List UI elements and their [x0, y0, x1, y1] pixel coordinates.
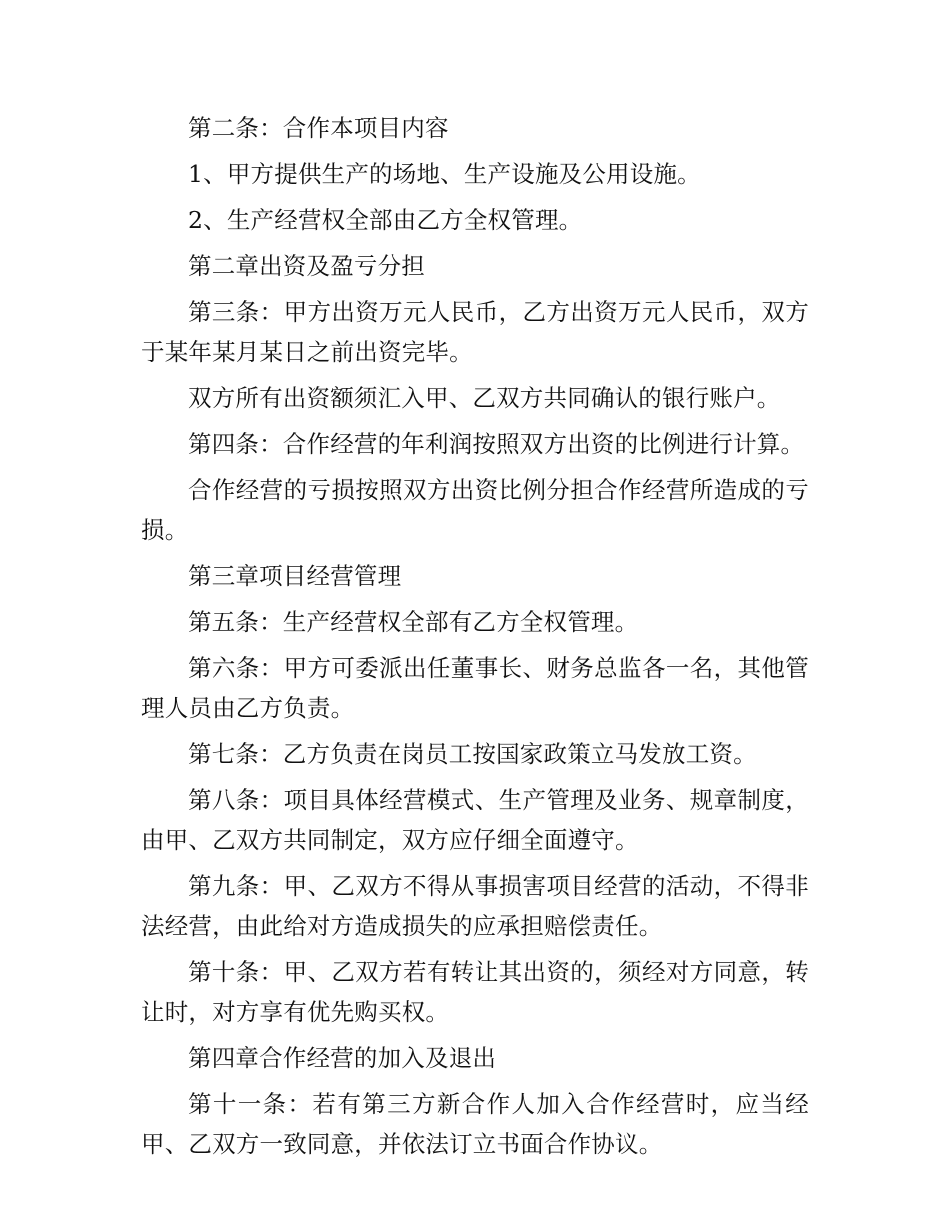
- bank-account-clause: 双方所有出资额须汇入甲、乙双方共同确认的银行账户。: [188, 384, 781, 412]
- document-body: [141, 108, 809, 1170]
- loss-sharing-clause: 合作经营的亏损按照双方出资比例分担合作经营所造成的亏损。: [141, 476, 809, 544]
- article-3: 第三条：甲方出资万元人民币，乙方出资万元人民币，双方于某年某月某日之前出资完毕。: [141, 298, 809, 366]
- article-11: 第十一条：若有第三方新合作人加入合作经营时，应当经甲、乙双方一致同意，并依法订立书面合作协议。: [141, 1090, 809, 1158]
- article-7: 第七条：乙方负责在岗员工按国家政策立马发放工资。: [188, 740, 757, 768]
- article-5: 第五条：生产经营权全部有乙方全权管理。: [188, 608, 639, 636]
- article-6: 第六条：甲方可委派出任董事长、财务总监各一名，其他管理人员由乙方负责。: [141, 654, 809, 722]
- article-10: 第十条：甲、乙双方若有转让其出资的，须经对方同意，转让时，对方享有优先购买权。: [141, 958, 809, 1026]
- chapter-3-heading: 第三章项目经营管理: [188, 562, 402, 590]
- article-2-heading: 第二条：合作本项目内容: [188, 114, 449, 142]
- article-9: 第九条：甲、乙双方不得从事损害项目经营的活动，不得非法经营，由此给对方造成损失的应承担赔偿责任。: [141, 872, 809, 940]
- chapter-4-heading: 第四章合作经营的加入及退出: [188, 1044, 497, 1072]
- article-4: 第四条：合作经营的年利润按照双方出资的比例进行计算。: [188, 430, 805, 458]
- chapter-2-heading: 第二章出资及盈亏分担: [188, 252, 425, 280]
- clause-item-2: 2、生产经营权全部由乙方全权管理。: [188, 206, 583, 234]
- article-8: 第八条：项目具体经营模式、生产管理及业务、规章制度，由甲、乙双方共同制定，双方应仔细全面遵守。: [141, 786, 809, 854]
- clause-item-1: 1、甲方提供生产的场地、生产设施及公用设施。: [188, 160, 701, 188]
